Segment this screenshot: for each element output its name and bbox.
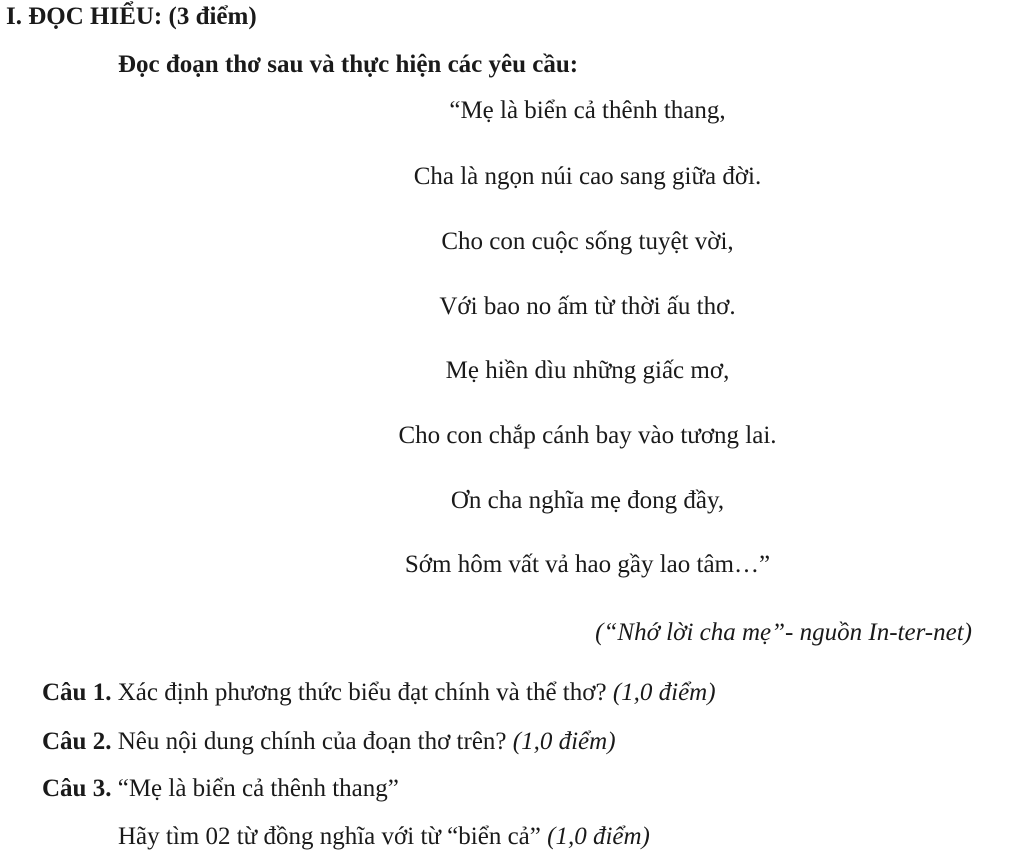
poem-source: (“Nhớ lời cha mẹ”- nguồn In-ter-net): [595, 619, 972, 646]
question-1: [42, 678, 716, 708]
section-instruction: Đọc đoạn thơ sau và thực hiện các yêu cầu:: [118, 51, 579, 78]
question-label: Câu 2.: [42, 728, 112, 755]
poem-line: Cho con chắp cánh bay vào tương lai.: [398, 422, 777, 449]
poem-line: Mẹ hiền dìu những giấc mơ,: [445, 357, 730, 384]
question-label: Câu 3.: [42, 775, 112, 802]
question-points: (1,0 điểm): [547, 823, 650, 850]
question-text: Nêu nội dung chính của đoạn thơ trên?: [111, 728, 513, 755]
question-text: “Mẹ là biển cả thênh thang”: [111, 775, 399, 802]
poem-line: Sớm hôm vất vả hao gầy lao tâm…”: [404, 551, 771, 578]
question-3-subtask: [118, 822, 650, 852]
question-3: [42, 774, 399, 804]
question-2: [42, 727, 616, 757]
question-points: (1,0 điểm): [612, 679, 716, 706]
section-heading: I. ĐỌC HIỂU: (3 điểm): [6, 3, 257, 30]
poem-line: Cho con cuộc sống tuyệt vời,: [441, 228, 734, 255]
question-text: Hãy tìm 02 từ đồng nghĩa với từ “biển cả”: [118, 823, 548, 850]
poem-line: Ơn cha nghĩa mẹ đong đầy,: [450, 487, 725, 514]
poem-line: Với bao no ấm từ thời ấu thơ.: [439, 293, 736, 320]
question-text: Xác định phương thức biểu đạt chính và thể thơ?: [111, 679, 613, 706]
question-label: Câu 1.: [42, 679, 112, 706]
poem-line: Cha là ngọn núi cao sang giữa đời.: [413, 163, 762, 190]
poem-line: “Mẹ là biển cả thênh thang,: [449, 97, 726, 124]
question-points: (1,0 điểm): [512, 728, 616, 755]
